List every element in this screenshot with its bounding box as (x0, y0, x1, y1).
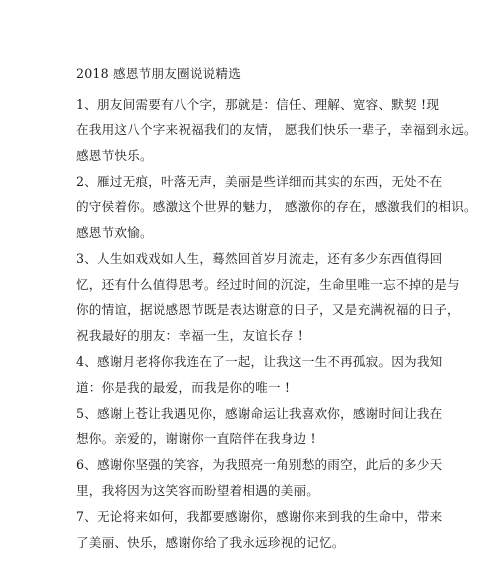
paragraph-line: 4、感谢月老将你我连在了一起，让我这一生不再孤寂。因为我知 (76, 354, 443, 369)
paragraph-line: 里，我将因为这笑容而盼望着相遇的美丽。 (76, 483, 320, 498)
paragraph-line: 在我用这八个字来祝福我们的友情， 愿我们快乐一辈子，幸福到永远。 (76, 122, 477, 137)
paragraph-line: 的守侯着你。感激这个世界的魅力， 感激你的存在，感激我们的相识。 (76, 199, 477, 214)
paragraph-line: 了美丽、快乐，感谢你给了我永远珍视的记忆。 (76, 535, 345, 550)
paragraph-line: 道：你是我的最爱，而我是你的唯一 ! (76, 380, 291, 395)
paragraph-line: 6、感谢你坚强的笑容，为我照亮一角别愁的雨空，此后的多少天 (76, 457, 443, 472)
paragraph-line: 感恩节快乐。 (76, 148, 153, 163)
paragraph-line: 你的情谊，据说感恩节既是表达谢意的日子，又是充满祝福的日子， (76, 302, 460, 317)
paragraph-line: 5、感谢上苍让我遇见你，感谢命运让我喜欢你，感谢时间让我在 (76, 406, 443, 421)
document-title: 2018 感恩节朋友圈说说精选 (76, 66, 241, 81)
paragraph-line: 7、无论将来如何，我都要感谢你，感谢你来到我的生命中，带来 (76, 509, 443, 524)
paragraph-line: 感恩节欢愉。 (76, 225, 153, 240)
paragraph-line: 祝我最好的朋友：幸福一生，友谊长存 ! (76, 328, 303, 343)
paragraph-line: 想你。亲爱的，谢谢你一直陪伴在我身边 ! (76, 431, 316, 446)
paragraph-line: 忆，还有什么值得思考。经过时间的沉淀，生命里唯一忘不掉的是与 (76, 277, 460, 292)
paragraph-line: 1、朋友间需要有八个字，那就是：信任、理解、宽容、默契 !现 (76, 97, 440, 112)
paragraph-line: 2、雁过无痕，叶落无声，美丽是些详细而其实的东西，无处不在 (76, 174, 443, 189)
paragraph-line: 3、人生如戏戏如人生，蓦然回首岁月流走，还有多少东西值得回 (76, 251, 443, 266)
